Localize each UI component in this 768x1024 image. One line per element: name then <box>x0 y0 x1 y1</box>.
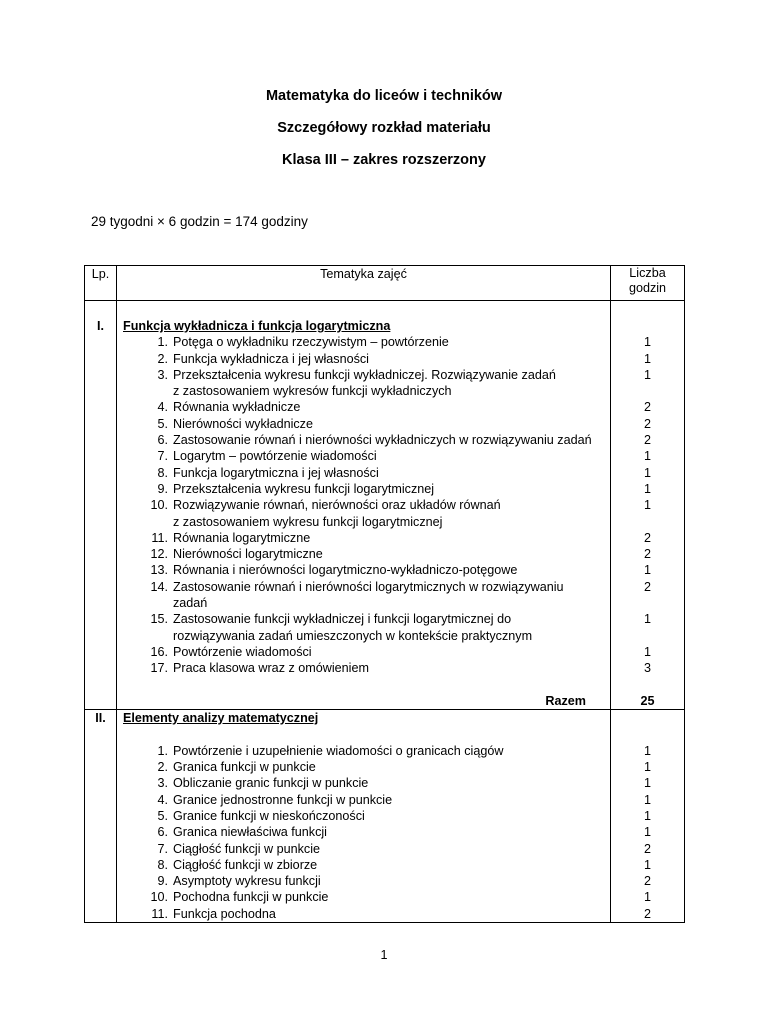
list-item <box>123 644 606 660</box>
section-topics <box>117 710 611 923</box>
item-text-line: Przekształcenia wykresu funkcji logarytmicznej <box>173 481 435 496</box>
item-number: 5. <box>157 416 168 431</box>
item-text <box>173 579 606 612</box>
item-text-line: Funkcja logarytmiczna i jej własności <box>173 465 379 480</box>
item-text-line: Powtórzenie i uzupełnienie wiadomości o granicach ciągów <box>173 743 504 758</box>
list-item <box>123 432 606 448</box>
document-title: Matematyka do liceów i techników <box>265 88 503 104</box>
list-item <box>123 334 606 350</box>
item-number: 15. <box>150 612 168 627</box>
item-text <box>173 759 606 775</box>
item-number: 7. <box>157 449 168 464</box>
list-item <box>123 660 606 676</box>
item-text-line: Równania wykładnicze <box>173 400 301 415</box>
item-text <box>173 808 606 824</box>
item-text-line: Zastosowanie równań i nierówności wykładniczych w rozwiązywaniu zadań <box>173 433 592 448</box>
item-number: 3. <box>157 367 168 382</box>
item-text <box>173 906 606 922</box>
item-text-line: Przekształcenia wykresu funkcji wykładniczej. Rozwiązywanie zadań <box>173 367 556 382</box>
list-item <box>123 465 606 481</box>
item-number: 11. <box>151 906 168 921</box>
section-row-1 <box>85 301 685 710</box>
item-hours: 2 <box>643 547 651 562</box>
section-hours <box>611 301 685 710</box>
item-number: 6. <box>157 433 168 448</box>
item-text <box>173 841 606 857</box>
item-hours: 1 <box>643 367 651 382</box>
list-item <box>123 873 606 889</box>
item-text <box>173 546 606 562</box>
item-text <box>173 792 606 808</box>
item-text-line: Funkcja pochodna <box>173 906 276 921</box>
item-hours: 1 <box>643 465 651 480</box>
item-hours: 2 <box>643 579 651 594</box>
item-text-line: Pochodna funkcji w punkcie <box>173 890 329 905</box>
item-text <box>173 873 606 889</box>
list-item <box>123 792 606 808</box>
item-number: 4. <box>157 400 168 415</box>
item-number: 16. <box>150 644 168 659</box>
list-item <box>123 562 606 578</box>
item-hours: 1 <box>643 776 651 791</box>
item-text <box>173 399 606 415</box>
item-number: 9. <box>157 874 168 889</box>
item-text-line: Równania logarytmiczne <box>173 530 311 545</box>
list-item <box>123 367 606 400</box>
item-hours: 1 <box>643 743 651 758</box>
item-text-line: Praca klasowa wraz z omówieniem <box>173 661 369 676</box>
item-hours: 1 <box>643 792 651 807</box>
item-text <box>173 644 606 660</box>
item-text <box>173 660 606 676</box>
item-number: 11. <box>151 530 168 545</box>
section-title: Elementy analizy matematycznej <box>123 711 319 726</box>
list-item <box>123 579 606 612</box>
item-number: 13. <box>150 563 168 578</box>
item-hours: 1 <box>643 644 651 659</box>
item-number: 8. <box>157 857 168 872</box>
item-text-line: Funkcja wykładnicza i jej własności <box>173 351 369 366</box>
item-number: 14. <box>150 579 168 594</box>
item-text <box>173 416 606 432</box>
list-item <box>123 497 606 530</box>
header-hours-line2: godzin <box>628 281 667 295</box>
header-topic: Tematyka zajęć <box>117 266 611 301</box>
item-text <box>173 367 606 400</box>
item-number: 10. <box>150 890 168 905</box>
item-text-line: z zastosowaniem wykresów funkcji wykładniczych <box>173 384 452 399</box>
item-number: 1. <box>157 743 168 758</box>
item-hours: 1 <box>643 335 651 350</box>
item-text-line: Granica niewłaściwa funkcji <box>173 825 327 840</box>
curriculum-table <box>84 265 685 923</box>
item-hours: 2 <box>643 841 651 856</box>
item-hours: 2 <box>643 906 651 921</box>
item-text-line: Logarytm – powtórzenie wiadomości <box>173 449 377 464</box>
item-hours: 2 <box>643 416 651 431</box>
list-item <box>123 351 606 367</box>
item-text-line: Granice jednostronne funkcji w punkcie <box>173 792 393 807</box>
item-text <box>173 743 606 759</box>
item-hours: 1 <box>643 563 651 578</box>
item-number: 8. <box>157 465 168 480</box>
item-text <box>173 334 606 350</box>
item-text <box>173 562 606 578</box>
list-item <box>123 530 606 546</box>
list-item <box>123 416 606 432</box>
document-class-line: Klasa III – zakres rozszerzony <box>282 152 486 168</box>
total-label: Razem <box>545 693 586 708</box>
section-number: I. <box>85 301 117 710</box>
list-item <box>123 611 606 644</box>
section-title: Funkcja wykładnicza i funkcja logarytmiczna <box>123 319 391 333</box>
total-value: 25 <box>640 693 655 708</box>
item-text <box>173 497 606 530</box>
list-item <box>123 775 606 791</box>
section-hours-list <box>611 743 684 922</box>
item-text-line: rozwiązywania zadań umieszczonych w kontekście praktycznym <box>173 628 533 643</box>
item-text <box>173 889 606 905</box>
page-number: 1 <box>380 948 388 962</box>
item-hours: 1 <box>643 825 651 840</box>
header-hours <box>611 266 685 301</box>
section-topics <box>117 301 611 710</box>
item-text <box>173 775 606 791</box>
item-hours: 1 <box>643 808 651 823</box>
item-hours: 1 <box>643 890 651 905</box>
item-hours: 2 <box>643 874 651 889</box>
item-text-line: Granica funkcji w punkcie <box>173 760 316 775</box>
section-items <box>123 743 606 922</box>
list-item <box>123 824 606 840</box>
item-text-line: Asymptoty wykresu funkcji <box>173 874 321 889</box>
item-hours: 1 <box>643 449 651 464</box>
item-number: 9. <box>157 481 168 496</box>
item-text-line: Równania i nierówności logarytmiczno-wykładniczo-potęgowe <box>173 563 518 578</box>
item-number: 1. <box>157 335 168 350</box>
item-text <box>173 824 606 840</box>
item-number: 4. <box>157 792 168 807</box>
item-hours: 1 <box>643 760 651 775</box>
list-item <box>123 481 606 497</box>
item-text <box>173 481 606 497</box>
item-text-line: Nierówności logarytmiczne <box>173 547 323 562</box>
item-number: 2. <box>157 351 168 366</box>
hours-calculation: 29 tygodni × 6 godzin = 174 godziny <box>91 214 308 229</box>
list-item <box>123 759 606 775</box>
item-hours: 2 <box>643 400 651 415</box>
item-hours: 2 <box>643 530 651 545</box>
list-item <box>123 857 606 873</box>
item-text-line: Zastosowanie równań i nierówności logarytmicznych w rozwiązywaniu <box>173 579 564 594</box>
item-hours: 2 <box>643 433 651 448</box>
item-text-line: Ciągłość funkcji w zbiorze <box>173 857 318 872</box>
item-number: 5. <box>157 808 168 823</box>
item-text <box>173 465 606 481</box>
item-hours: 1 <box>643 857 651 872</box>
list-item <box>123 399 606 415</box>
header-lp: Lp. <box>85 266 117 301</box>
item-text-line: Potęga o wykładniku rzeczywistym – powtórzenie <box>173 335 449 350</box>
item-text-line: z zastosowaniem wykresu funkcji logarytmicznej <box>173 514 443 529</box>
item-text <box>173 611 606 644</box>
item-number: 7. <box>157 841 168 856</box>
item-number: 12. <box>150 547 168 562</box>
item-text-line: zadań <box>173 596 208 611</box>
item-text-line: Zastosowanie funkcji wykładniczej i funkcji logarytmicznej do <box>173 612 512 627</box>
list-item <box>123 906 606 922</box>
item-text <box>173 530 606 546</box>
item-hours: 1 <box>643 481 651 496</box>
list-item <box>123 889 606 905</box>
section-items <box>123 334 606 676</box>
section-hours <box>611 710 685 923</box>
item-text-line: Powtórzenie wiadomości <box>173 644 312 659</box>
header-hours-line1: Liczba <box>629 266 666 280</box>
item-text-line: Granice funkcji w nieskończoności <box>173 808 365 823</box>
item-hours: 1 <box>643 498 651 513</box>
item-hours: 1 <box>643 612 651 627</box>
list-item <box>123 808 606 824</box>
item-text <box>173 857 606 873</box>
item-text <box>173 448 606 464</box>
table-header-row <box>85 266 685 301</box>
item-number: 2. <box>157 760 168 775</box>
item-hours: 3 <box>643 661 651 676</box>
item-number: 10. <box>150 498 168 513</box>
list-item <box>123 546 606 562</box>
list-item <box>123 743 606 759</box>
item-text-line: Rozwiązywanie równań, nierówności oraz układów równań <box>173 498 501 513</box>
item-text-line: Obliczanie granic funkcji w punkcie <box>173 776 369 791</box>
section-hours-list <box>611 334 684 676</box>
item-text-line: Ciągłość funkcji w punkcie <box>173 841 320 856</box>
list-item <box>123 841 606 857</box>
list-item <box>123 448 606 464</box>
document-subtitle: Szczegółowy rozkład materiału <box>277 120 491 136</box>
item-number: 17. <box>150 661 168 676</box>
item-hours: 1 <box>643 351 651 366</box>
item-number: 3. <box>157 776 168 791</box>
item-text <box>173 432 606 448</box>
section-number: II. <box>85 710 117 923</box>
item-number: 6. <box>157 825 168 840</box>
section-row-2 <box>85 710 685 923</box>
item-text <box>173 351 606 367</box>
item-text-line: Nierówności wykładnicze <box>173 416 313 431</box>
